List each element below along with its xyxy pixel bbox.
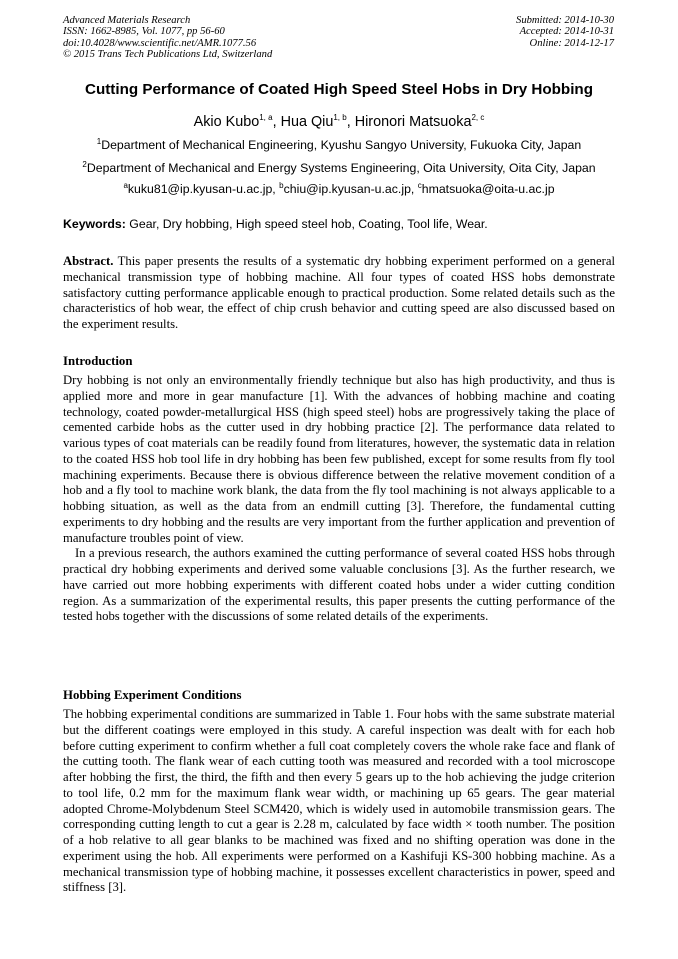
affiliation <box>0 160 678 175</box>
accepted-date: Accepted: 2014-10-31 <box>519 26 614 38</box>
journal-info <box>63 15 272 61</box>
journal-name: Advanced Materials Research <box>63 15 191 26</box>
section-heading: Introduction <box>63 354 133 368</box>
submitted-date: Submitted: 2014-10-30 <box>516 15 614 26</box>
author-name: Hironori Matsuoka <box>354 113 472 130</box>
paragraph: In a previous research, the authors examined the cutting performance of several coated HSS hobs through practical dry hobbing experiments and derived some valuable conclusions [3]. As the further research, we have carried out more hobbing experiments with different coated hobs under a wider cutting condition region. As a summarization of the experimental results, this paper presents the cutting performance of the tested hobs together with the discussions of some related details of the experiments. <box>63 546 615 624</box>
aff-sup: 2 <box>82 160 87 169</box>
online-date: Online: 2014-12-17 <box>529 37 614 49</box>
aff-sup: 1 <box>96 137 102 146</box>
intro-body <box>63 373 615 625</box>
keywords-label: Keywords: <box>63 217 126 231</box>
copyright: © 2015 Trans Tech Publications Ltd, Switzerland <box>63 49 273 61</box>
author-name: Hua Qiu <box>280 113 334 130</box>
email-sup: b <box>279 181 284 190</box>
issn: ISSN: 1662-8985, Vol. 1077, pp 56-60 <box>63 26 225 38</box>
author-sup: 1, b <box>333 113 347 122</box>
email-sup: a <box>123 181 128 190</box>
authors <box>0 113 678 130</box>
conditions-body <box>63 707 615 896</box>
paragraph: The hobbing experimental conditions are summarized in Table 1. Four hobs with the same substrate material but the different coatings were employed in this study. A careful inspection was dealt with for each hob before cutting experiment to confirm whether a full coat completely covers the whole rake face and flank of the cutting tooth. The flank wear of each cutting tooth was measured and recorded with a tool microscope after hobbing the first, the third, the fifth and then every 5 gears up to the hob achieving the judge criterion to tool life, 0.2 mm for the maximum flank wear width, or machining up 65 gears. The gear material adopted Chrome-Molybdenum Steel SCM420, which is widely used in automobile transmission gears. The corresponding cutting length to cut a gear is 2.28 m, calculated by face width × tooth number. The position of a hob relative to all gear blanks to be machined was fixed and no shifting operation was done in the experiment using the hob. All experiments were performed on a Kashifuji KS-300 hobbing machine. As a mechanical transmission type of hobbing machine, it possesses excellent characteristics in power, speed and stiffness [3]. <box>63 707 615 895</box>
dates-info <box>516 15 614 49</box>
email: kuku81@ip.kyusan-u.ac.jp, <box>127 182 280 197</box>
paragraph: Dry hobbing is not only an environmentally friendly technique but also has high productivity, and thus is applied more and more in gear manufacture [1]. With the advances of hobbing machine and coating technology, coated powder-metallurgical HSS (high speed steel) hobs are progressively taking the place of cemented carbide hobs as the cutter used in dry hobbing practice [2]. The performance data related to various types of coat materials can be readily found from literatures, however, the systematic data in relation to the coated HSS hob tool life in dry hobbing has been few published, except for some results from fly tool machining experiments. Because there is obvious difference between the relative movement condition of a hob and a fly tool to machine work blank, the data from the fly tool machining is not always applicable to a hobbing situation, as well as the data from an endmill cutting [3]. Therefore, the fundamental cutting experiments to dry hobbing and the results are very important from the further application and prevention of manufacture troubles point of view. <box>63 373 615 545</box>
aff-text: Department of Mechanical and Energy Systems Engineering, Oita University, Oita City, Japan <box>86 161 596 176</box>
keywords <box>63 217 488 231</box>
doi: doi:10.4028/www.scientific.net/AMR.1077.56 <box>63 37 257 49</box>
email: chiu@ip.kyusan-u.ac.jp, <box>283 182 418 197</box>
email-sup: c <box>417 181 422 190</box>
abstract-label: Abstract. <box>63 254 114 268</box>
author-sup: 2, c <box>471 113 485 122</box>
author-sup: 1, a <box>259 113 273 122</box>
emails <box>0 181 678 196</box>
email: hmatsuoka@oita-u.ac.jp <box>421 182 555 197</box>
abstract-text: This paper presents the results of a systematic dry hobbing experiment performed on a general mechanical transmission type of hobbing machine. All four types of coated HSS hobs demonstrate satisfactory cutting performance applicable enough to practical production. Some related details such as the characteristics of hob wear, the effect of chip crush behavior and cutting speed are also discussed based on the experiment results. <box>63 254 615 331</box>
paper-title: Cutting Performance of Coated High Speed Steel Hobs in Dry Hobbing <box>85 81 593 98</box>
abstract <box>63 254 615 333</box>
separator: , <box>346 113 355 130</box>
aff-text: Department of Mechanical Engineering, Kyushu Sangyo University, Fukuoka City, Japan <box>101 138 582 153</box>
separator: , <box>272 113 281 130</box>
keywords-text: Gear, Dry hobbing, High speed steel hob, Coating, Tool life, Wear. <box>125 217 488 231</box>
section-heading: Hobbing Experiment Conditions <box>63 688 242 702</box>
affiliation <box>0 137 678 152</box>
author-name: Akio Kubo <box>193 113 260 130</box>
